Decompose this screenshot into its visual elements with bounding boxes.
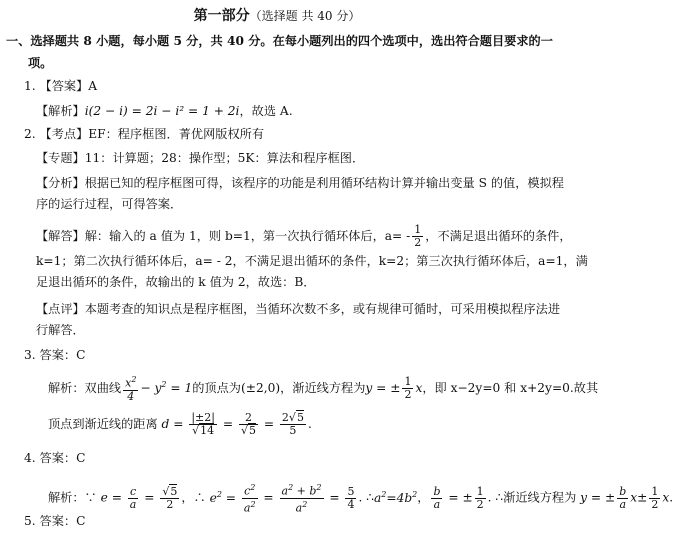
q2-jieda-3: 足退出循环的条件，故输出的 k 值为 2，故选：B． (36, 275, 316, 289)
part-subtitle: （选择题 共 40 分） (249, 9, 361, 23)
q4-answer: 答案：C (39, 451, 86, 465)
q2-dianping-2: 行解答． (36, 323, 85, 337)
q3-analysis-line1 (48, 374, 598, 403)
q1-analysis-line (36, 103, 293, 119)
q2-jieda-1a: 【解答】解：输入的 a 值为 1，则 b=1，第一次执行循环体后，a= - (36, 229, 411, 243)
q5-answer-line (24, 513, 85, 529)
section-instructions-line1: 一、选择题共 8 小题，每小题 5 分，共 40 分。在每小题列出的四个选项中，选出符合题目要求的一 (6, 34, 553, 48)
q3-asymptote-fraction: $\frac{1}{2}$ (404, 374, 412, 401)
q3-hyperbola-rest: − $y^2 = 1$ (140, 379, 193, 395)
q4-number: 4. (24, 451, 36, 465)
q3-asymptote-expr: y = ± (365, 380, 401, 395)
q2-fenxi-1: 【分析】根据已知的程序框图可得，该程序的功能是利用循环结构计算并输出变量 S 的值，模拟程 (36, 176, 564, 190)
q2-jieda-2: k=1；第二次执行循环体后，a= - 2，不满足退出循环的条件，k=2；第三次执行循环体后，a=1，满 (36, 254, 588, 268)
q3-l2-a: 顶点到渐近线的距离 (48, 417, 158, 431)
q3-analysis-line2: 顶点到渐近线的距离 d = $\frac{|\pm 2|}{√14}$ = $\frac{2}{√5}$ = $\frac{2√5}{5}$ . (48, 411, 312, 437)
q4-l1-a: 解析：∵ (48, 490, 97, 505)
q2-dianping-1: 【点评】本题考查的知识点是程序框图，当循环次数不多，或有规律可循时，可采用模拟程序法进 (36, 302, 561, 316)
q3-distance-frac2: $\frac{2}{√5}$ (240, 411, 256, 437)
q2-jieda-fraction (412, 224, 423, 249)
q3-number: 3. (24, 348, 36, 362)
q1-analysis-label: 【解析】 (36, 104, 85, 118)
q5-number: 5. (24, 514, 36, 528)
fraction-numerator: 1 (414, 223, 422, 236)
q3-answer: 答案：C (39, 348, 86, 362)
q4-analysis-line: 解析：∵ e = $\frac{c}{a}$ = $\frac{√5}{2}$ ，∴ $e^2$ = $\frac{c^2}{a^2}$ = $\frac{a^2 + b^2}{a^2}$ = $\frac{5}{4}$ . $\therefore a^2=4b^2$， $\frac{b}{a}$ = ± $\frac{1}{2}$ . ∴渐近线方程为 y = ± $\frac{b}{a}$ x± $\frac{1}{2}$ x. (48, 483, 673, 515)
q1-number: 1. (24, 79, 36, 93)
q5-answer: 答案：C (39, 514, 86, 528)
q1-answer: 【答案】A (39, 79, 98, 93)
q3-distance-frac1: $\frac{|\pm 2|}{√14}$ (191, 411, 215, 437)
fraction-denominator: 2 (414, 236, 422, 249)
q3-distance-frac3: $\frac{2√5}{5}$ (281, 411, 304, 437)
q2-kaodian: 【考点】EF：程序框图．菁优网版权所有 (39, 127, 265, 141)
q1-answer-line (24, 78, 97, 94)
q3-answer-line (24, 347, 85, 363)
q2-kaodian-line (24, 126, 264, 142)
q3-hyperbola-fraction: $\frac{x^2}{4}$ (125, 375, 137, 403)
part-title: 第一部分 (193, 8, 250, 24)
q1-analysis-expr: i(2 − i) = 2i − i² = 1 + 2i (84, 104, 240, 118)
q2-number: 2. (24, 127, 36, 141)
section-instructions-line2: 项。 (28, 56, 53, 70)
q3-l1-a: 解析：双曲线 (48, 380, 122, 395)
q2-jieda-1b: ，不满足退出循环的条件， (425, 229, 572, 243)
q1-analysis-tail: ，故选 A. (239, 104, 293, 118)
q3-l1-c: ，即 x−2y=0 和 x+2y=0.故其 (422, 380, 599, 395)
q3-distance-lhs: d = (157, 417, 188, 431)
q3-asymptote-x: x (415, 380, 423, 395)
q4-answer-line (24, 450, 85, 466)
q2-zhuanti: 【专题】11：计算题；28：操作型；5K：算法和程序框图． (36, 151, 365, 165)
page-title (0, 5, 554, 25)
q2-jieda-1 (36, 224, 572, 249)
q3-l1-b: 的顶点为(±2,0)，渐近线方程为 (192, 380, 366, 395)
q2-fenxi-2: 序的运行过程，可得答案． (36, 197, 183, 211)
